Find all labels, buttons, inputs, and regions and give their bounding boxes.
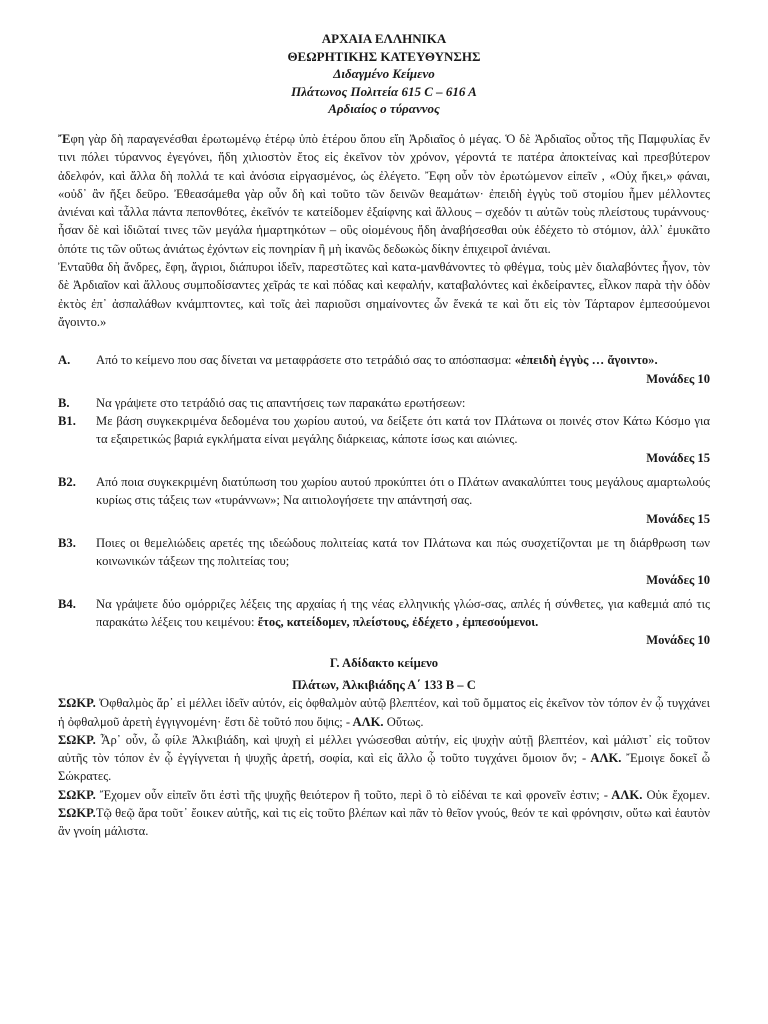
question-b [58,394,710,412]
track-title: ΘΕΩΡΗΤΙΚΗΣ ΚΑΤΕΥΘΥΝΣΗΣ [287,48,481,64]
exam-header [58,30,710,118]
subject-title: ΑΡΧΑΙΑ ΕΛΛΗΝΙΚΑ [321,31,447,46]
question-b-number: Β. [58,395,70,410]
question-b1-number: Β1. [58,414,76,429]
passage-paragraph-1 [58,130,710,258]
question-a-number: Α. [58,353,71,368]
unseen-dialogue [58,694,710,840]
dialogue-text: Ἆρ᾽ οὖν, ὦ φίλε Ἀλκιβιάδη, καὶ ψυχὴ εἰ μέλλει γνώσεσθαι αὑτήν, εἰς ψυχὴν αὐτῇ βλεπτέον, καὶ μάλιστ᾽ εἰς τοῦτον αὐτῆς τὸν τόπον ἐν ᾧ ἐγγίγνεται ἡ ψυχῆς ἀρετή, σοφία, καὶ εἰς ἄλλο ᾧ τοῦτο τυγχάνει ὅμοιον ὄν; - [58,732,710,766]
question-b4-points: Μονάδες 10 [646,633,710,648]
section-label: Διδαγμένο Κείμενο [333,66,435,82]
question-a-excerpt: «ἐπειδὴ ἐγγὺς … ἄγοιντο». [514,353,658,368]
dialogue-reply: Οὕτως. [383,714,424,729]
speaker-socrates: ΣΩΚΡ. [58,696,96,711]
question-a [58,351,710,369]
passage-paragraph-2: Ἐνταῦθα δὴ ἄνδρες, ἔφη, ἄγριοι, διάπυροι ἰδεῖν, παρεστῶτες καὶ κατα-μανθάνοντες τὸ φθέγμα, τοὺς μὲν διαλαβόντες ἦγον, τὸν δὲ Ἀρδιαῖον καὶ ἄλλους συμποδίσαντες χεῖράς τε καὶ πόδας καὶ κεφαλήν, καταβαλόντες καὶ ἐκδείραντες, εἷλκον παρὰ τὴν ὁδὸν ἐκτὸς ἐπ᾽ ἀσπαλάθων κνάμπτοντες, καὶ τοῖς ἀεὶ παριοῦσι σημαίνοντες ὧν ἕνεκά τε καὶ ὅτι εἰς τὸν Τάρταρον ἐμπεσούμενοι ἄγοιντο.» [58,260,710,329]
passage-paragraph-1-text: φη γὰρ δὴ παραγενέσθαι ἐρωτωμένῳ ἑτέρῳ ὑπὸ ἑτέρου ὅπου εἴη Ἀρδιαῖος ὁ μέγας. Ὁ δὲ Ἀρδιαῖος οὗτος τῆς Παμφυλίας ἔν τινι πόλει τύραννος ἐγεγόνει, ἤδη χιλιοστὸν ἔτος εἰς ἐκεῖνον τὸν χρόνον, γέροντά τε πατέρα ἀποκτείνας καὶ πρεσβύτερον ἀδελφόν, καὶ ἄλλα δὴ πολλά τε καὶ ἀνόσια εἰργασμένος, ὡς ἐλέγετο. Ἔφη οὖν τὸν ἐρωτώμενον εἰπεῖν , «Οὐχ ἥκει,» φάναι, «οὐδ᾽ ἂν ἥξει δεῦρο. Ἐθεασάμεθα γὰρ οὖν δὴ καὶ τοῦτο τῶν δεινῶν θεαμάτων· ἐπειδὴ ἐγγὺς τοῦ στομίου ἦμεν μέλλοντες ἀνιέναι καὶ τἆλλα πάντα πεπονθότες, ἐκεῖνόν τε κατείδομεν ἐξαίφνης καὶ ἄλλους – σχεδόν τι αὐτῶν τοὺς πλείστους τυράννους· ἦσαν δὲ καὶ ἰδιῶταί τινες τῶν μεγάλα ἡμαρτηκότων – οὓς οἰομένους ἤδη ἀναβήσεσθαι οὐκ ἐδέχετο τὸ στόμιον, ἀλλ᾽ ἐμυκᾶτο ὁπότε τις τῶν οὕτως ἀνιάτως ἐχόντων εἰς πονηρίαν ἢ μὴ ἱκανῶς δεδωκὼς δίκην ἐπιχειροῖ ἀνιέναι. [58,131,710,256]
speaker-socrates: ΣΩΚΡ. [58,787,96,802]
question-b4 [58,595,710,632]
question-b1-points: Μονάδες 15 [646,450,710,465]
question-b2-points: Μονάδες 15 [646,511,710,526]
initial-letter: Ἔ [58,131,71,146]
question-b2 [58,473,710,510]
dialogue-line [58,786,710,841]
passage-title: Αρδιαίος ο τύραννος [328,101,440,117]
question-b1-text: Με βάση συγκεκριμένα δεδομένα του χωρίου αυτού, να δείξετε ότι κατά τον Πλάτωνα οι ποινές στον Κάτω Κόσμο για τα εξαιρετικώς βαριά εγκλήματα είναι μεγάλης διάρκειας, κάποτε ίσως και αιώνιες. [96,414,710,447]
question-b3-number: Β3. [58,535,76,550]
question-b1 [58,412,710,449]
dialogue-reply: Οὐκ ἔχομεν. [642,787,710,802]
source-reference: Πλάτωνος Πολιτεία 615 C – 616 A [291,83,477,99]
speaker-alcibiades: ΑΛΚ. [607,787,643,802]
question-b4-number: Β4. [58,596,76,611]
dialogue-line [58,731,710,786]
speaker-socrates: ΣΩΚΡ. [58,732,96,747]
ancient-passage [58,130,710,331]
question-a-text: Από το κείμενο που σας δίνεται να μεταφράσετε στο τετράδιό σας το απόσπασμα: [96,353,512,368]
question-b2-text: Από ποια συγκεκριμένη διατύπωση του χωρίου αυτού προκύπτει ότι ο Πλάτων ανακαλύπτει τους μεγάλους αμαρτωλούς κυρίως στις τάξεις των «τυράννων»; Να αιτιολογήσετε την απάντησή σας. [96,475,710,508]
question-b3-text: Ποιες οι θεμελιώδεις αρετές της ιδεώδους πολιτείας κατά τον Πλάτωνα και πώς συσχετίζονται με τη διάρθρωση των κοινωνικών τάξεων της πολιτείας του; [96,535,710,569]
speaker-socrates: ΣΩΚΡ. [58,806,96,821]
section-g-source: Πλάτων, Ἀλκιβιάδης Α΄ 133 Β – C [292,677,476,692]
question-b4-words: ἔτος, κατείδομεν, πλείστους, ἐδέχετο , ἐμπεσούμενοι. [257,615,539,630]
speaker-alcibiades: ΑΛΚ. [350,714,384,729]
question-a-points: Μονάδες 10 [646,371,710,386]
question-a-body [96,351,710,369]
question-b4-text: Να γράψετε δύο ομόρριζες λέξεις της αρχαίας ή της νέας ελληνικής γλώσ-σας, απλές ή σύνθετες, για καθεμιά από τις παρακάτω λέξεις του κειμένου: [96,596,710,630]
question-b3 [58,534,710,571]
dialogue-reply: Ἔμοιγε δοκεῖ ὦ Σώκρατες. [58,751,710,784]
question-b4-body [96,595,710,632]
dialogue-text: Τῷ θεῷ ἄρα τοῦτ᾽ ἔοικεν αὐτῆς, καὶ τις εἰς τοῦτο βλέπων καὶ πᾶν τὸ θεῖον γνούς, θεόν τε καὶ φρόνησιν, οὕτω καὶ ἑαυτὸν ἂν γνοίη μάλιστα. [58,806,710,839]
dialogue-text: Ὀφθαλμὸς ἄρ᾽ εἰ μέλλει ἰδεῖν αὑτόν, εἰς ὀφθαλμὸν αὐτῷ βλεπτέον, καὶ τοῦ ὄμματος εἰς ἐκεῖνον τὸν τόπον ἐν ᾧ τυγχάνει ἡ ὀφθαλμοῦ ἀρετὴ ἐγγιγνομένη· ἔστι δὲ τοῦτό που ὄψις; - [58,696,710,729]
speaker-alcibiades: ΑΛΚ. [586,751,622,766]
question-b3-points: Μονάδες 10 [646,572,710,587]
section-g-title: Γ. Αδίδακτο κείμενο [329,655,439,670]
dialogue-line [58,694,710,731]
question-b2-number: Β2. [58,475,76,490]
dialogue-text: Ἔχομεν οὖν εἰπεῖν ὅτι ἐστὶ τῆς ψυχῆς θειότερον ἢ τοῦτο, περὶ ὃ τὸ εἰδέναι τε καὶ φρονεῖν ἐστιν; - [95,787,608,802]
question-b-text: Να γράψετε στο τετράδιό σας τις απαντήσεις των παρακάτω ερωτήσεων: [96,395,466,410]
